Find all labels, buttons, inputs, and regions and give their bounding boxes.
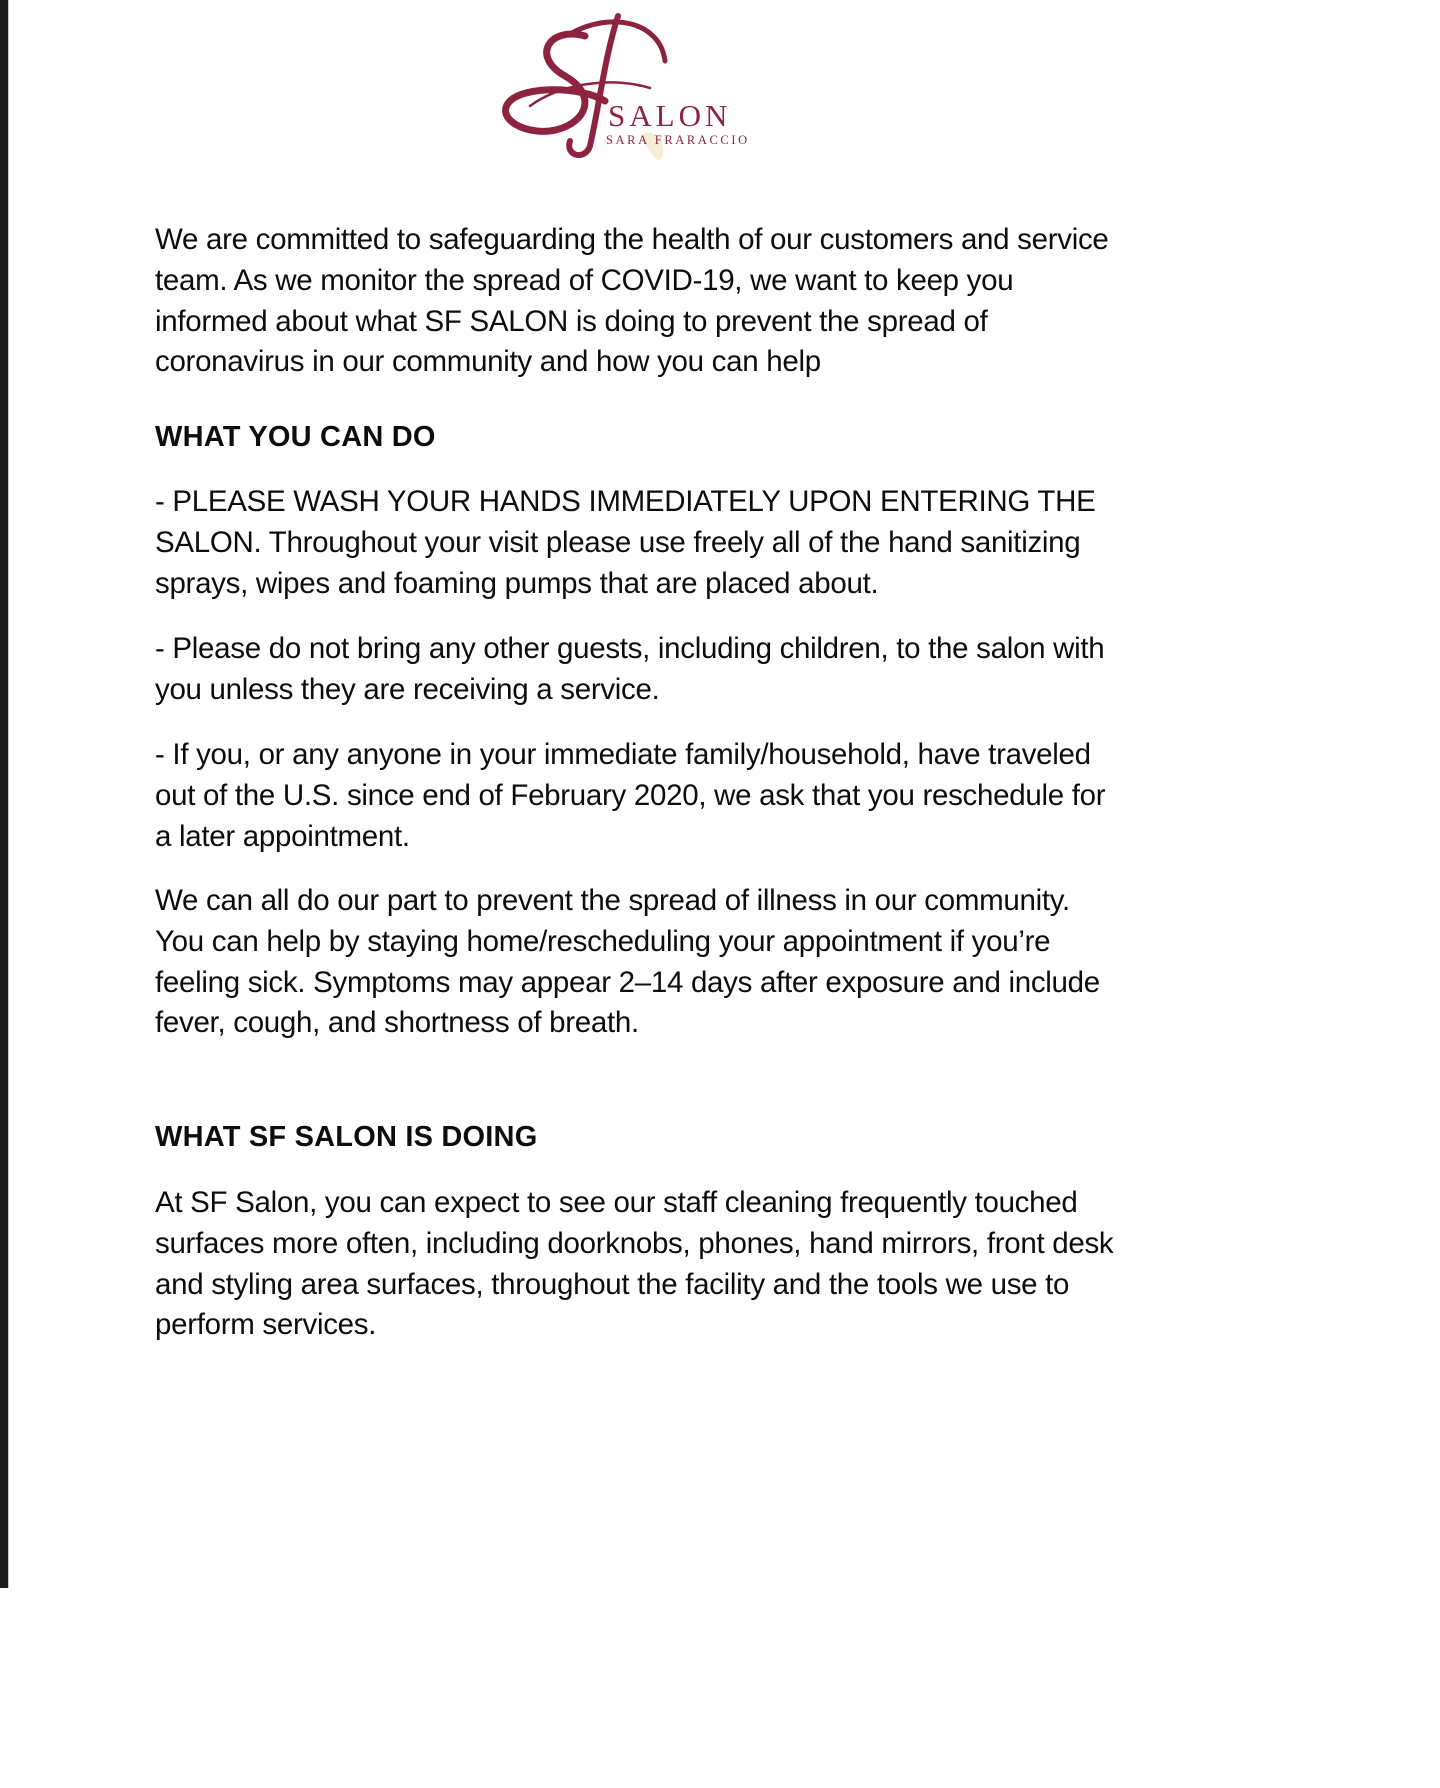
closing-paragraph: We can all do our part to prevent the spread of illness in our community. You can help by staying home/rescheduling your appointment if you’re feeling sick. Symptoms may appear 2–14 days after exposure and include fever, cough, and shortness of breath.: [155, 884, 1100, 1040]
cleaning-paragraph: At SF Salon, you can expect to see our staff cleaning frequently touched surfaces more often, including doorknobs, phones, hand mirrors, front desk and styling area surfaces, throughout the facility and the tools we use to perform services.: [155, 1186, 1114, 1342]
section-heading-what-sf-salon-is-doing: WHAT SF SALON IS DOING: [155, 1121, 538, 1153]
intro-paragraph: We are committed to safeguarding the health of our customers and service team. As we monitor the spread of COVID-19, we want to keep you informed about what SF SALON is doing to prevent the spread of coronavirus in our community and how you can help: [155, 223, 1109, 379]
logo-word: SALON: [608, 98, 732, 133]
logo-subtitle: SARA FRARACCIO: [606, 133, 750, 147]
page-border: [8, 0, 9, 1588]
section-heading-what-you-can-do: WHAT YOU CAN DO: [155, 421, 436, 453]
sf-salon-logo: [490, 6, 770, 176]
window-edge: [0, 0, 8, 1588]
bullet-no-guests: - Please do not bring any other guests, including children, to the salon with you unless they are receiving a service.: [155, 632, 1105, 706]
bullet-travel: - If you, or any anyone in your immediate family/household, have traveled out of the U.S. since end of February 2020, we ask that you reschedule for a later appointment.: [155, 738, 1106, 853]
sf-monogram-icon: [490, 6, 770, 176]
document-page: [10, 0, 1263, 1588]
bullet-wash-hands: - PLEASE WASH YOUR HANDS IMMEDIATELY UPON ENTERING THE SALON. Throughout your visit please use freely all of the hand sanitizing sprays, wipes and foaming pumps that are placed about.: [155, 485, 1096, 600]
